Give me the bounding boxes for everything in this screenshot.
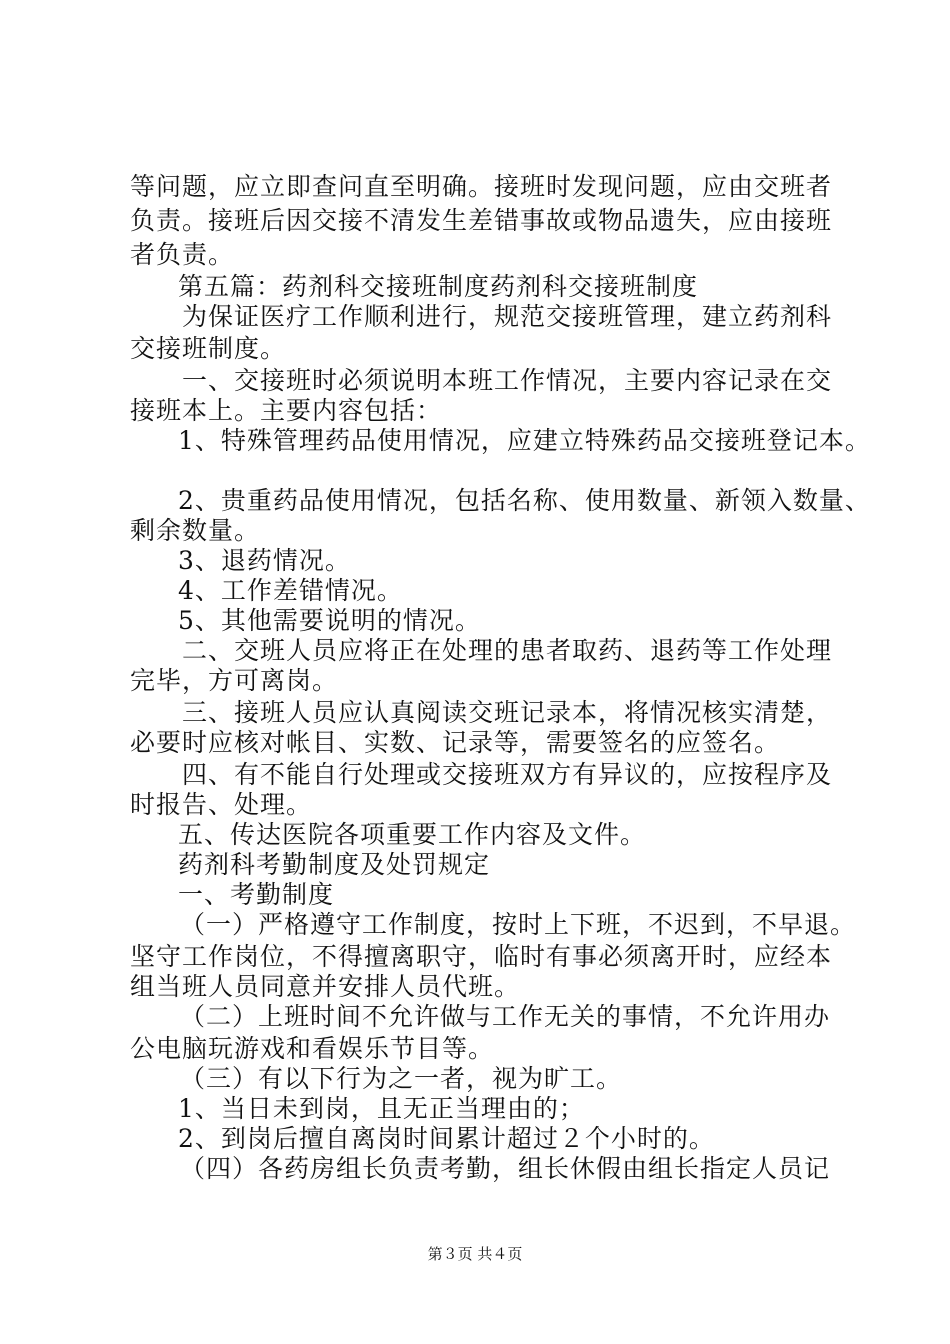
text-line: （二）上班时间不允许做与工作无关的事情，不允许用办 [180,1002,831,1031]
text-line: 剩余数量。 [130,516,261,545]
text-line: 3、退药情况。 [178,546,351,575]
text-line: 四、有不能自行处理或交接班双方有异议的，应按程序及 [182,760,833,789]
text-line: 2、到岗后擅自离岗时间累计超过２个小时的。 [178,1124,715,1153]
text-line: 为保证医疗工作顺利进行，规范交接班管理，建立药剂科 [182,302,833,331]
text-line: 一、交接班时必须说明本班工作情况，主要内容记录在交 [182,366,833,395]
text-line: 4、工作差错情况。 [178,576,403,605]
text-line: 时报告、处理。 [130,790,313,819]
text-line: 者负责。 [130,240,235,269]
text-line: 坚守工作岗位，不得擅离职守，临时有事必须离开时，应经本 [130,942,833,971]
text-line: 负责。接班后因交接不清发生差错事故或物品遗失，应由接班 [130,206,833,235]
text-line: 必要时应核对帐目、实数、记录等，需要签名的应签名。 [130,728,781,757]
text-line: 完毕，方可离岗。 [130,666,339,695]
text-line: 等问题，应立即查问直至明确。接班时发现问题，应由交班者 [130,172,833,201]
text-line: （一）严格遵守工作制度，按时上下班，不迟到，不早退。 [180,910,857,939]
text-line: 1、特殊管理药品使用情况，应建立特殊药品交接班登记本。 [178,426,871,455]
text-line: 5、其他需要说明的情况。 [178,606,481,635]
text-line: 交接班制度。 [130,334,287,363]
text-line: 三、接班人员应认真阅读交班记录本，将情况核实清楚， [182,698,833,727]
text-line: （三）有以下行为之一者，视为旷工。 [180,1064,623,1093]
text-line: 二、交班人员应将正在处理的患者取药、退药等工作处理 [182,636,833,665]
section-heading: 药剂科考勤制度及处罚规定 [178,850,491,879]
page-number-footer: 第３页 共４页 [427,1245,523,1263]
text-line: 1、当日未到岗，且无正当理由的； [178,1094,585,1123]
text-line: 接班本上。主要内容包括： [130,396,443,425]
text-line: 公电脑玩游戏和看娱乐节目等。 [130,1034,495,1063]
text-line: 五、传达医院各项重要工作内容及文件。 [178,820,647,849]
text-line: 2、贵重药品使用情况，包括名称、使用数量、新领入数量、 [178,486,871,515]
text-line: （四）各药房组长负责考勤，组长休假由组长指定人员记 [180,1154,831,1183]
section-heading: 第五篇：药剂科交接班制度药剂科交接班制度 [178,272,699,301]
text-line: 组当班人员同意并安排人员代班。 [130,972,521,1001]
text-line: 一、考勤制度 [178,880,335,909]
